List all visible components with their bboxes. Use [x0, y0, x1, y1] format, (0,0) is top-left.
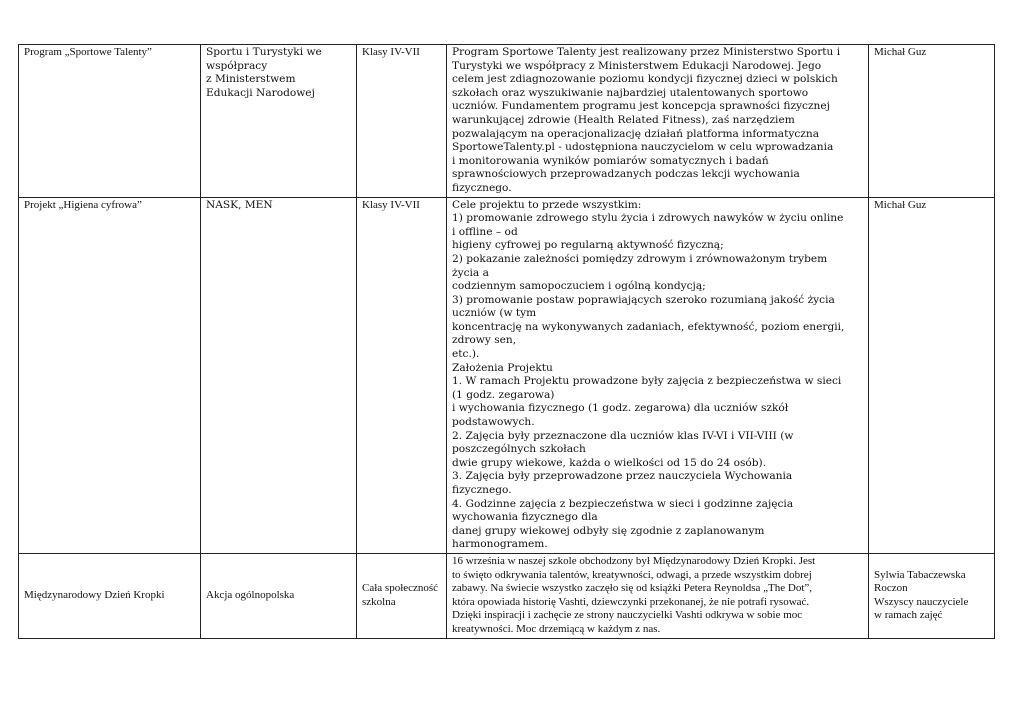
description-line: celem jest zdiagnozowanie poziomu kondycji fizycznej dzieci w polskich	[452, 73, 838, 86]
activities-table	[18, 44, 995, 639]
description-line: która opowiada historię Vashti, dziewczynki przekonanej, że nie potrafi rysować.	[452, 595, 810, 608]
description-line: 4. Godzinne zajęcia z bezpieczeństwa w sieci i godzinne zajęcia	[452, 497, 794, 510]
program-name: Projekt „Higiena cyfrowa”	[24, 198, 142, 211]
description-cell	[447, 197, 869, 553]
description-line: 2) pokazanie zależności pomiędzy zdrowym i zrównoważonym trybem	[452, 252, 828, 265]
description-line: kreatywności. Moc drzemiącą w każdym z nas.	[452, 622, 661, 635]
description-line: Założenia Projektu	[452, 361, 553, 374]
description-line: pozwalającym na operacjonalizację działań platforma informatyczna	[452, 127, 820, 140]
responsible-cell	[869, 45, 995, 198]
responsible-cell	[869, 197, 995, 553]
description-line: Dzięki inspiracji i zachęcie ze strony nauczycielki Vashti odkrywa w sobie moc	[452, 609, 803, 622]
description-line: danej grupy wiekowej odbyły się zgodnie z zaplanowanym	[452, 524, 765, 537]
description-line: dwie grupy wiekowe, każda o wielkości od 15 do 24 osób).	[452, 456, 767, 469]
responsible-person: w ramach zajęć	[874, 609, 943, 622]
target-group: Klasy IV-VII	[362, 198, 420, 211]
program-name-cell	[19, 197, 201, 553]
description-line: 3) promowanie postaw poprawiających szeroko rozumianą jakość życia	[452, 293, 835, 306]
description-line: fizycznego.	[452, 484, 512, 496]
responsible-person: Wszyscy nauczyciele	[874, 595, 969, 608]
responsible-person: Sylwia Tabaczewska	[874, 568, 966, 581]
description-line: 1) promowanie zdrowego stylu życia i zdrowych nawyków w życiu online	[452, 212, 844, 225]
description-line: harmonogramem.	[452, 538, 548, 551]
table-row	[19, 197, 995, 553]
program-name: Program „Sportowe Talenty”	[24, 46, 152, 58]
partner-line: NASK, MEN	[206, 198, 273, 211]
responsible-person: Roczon	[874, 582, 908, 595]
partner-line: współpracy	[206, 59, 268, 72]
description-line: Turystyki we współpracy z Ministerstwem Edukacji Narodowej. Jego	[452, 59, 822, 72]
description-line: Cele projektu to przede wszystkim:	[452, 198, 642, 211]
responsible-person: Michał Guz	[874, 46, 927, 58]
partner-line: Sportu i Turystyki we	[206, 46, 322, 58]
description-cell	[447, 45, 869, 198]
description-line: uczniów. Fundamentem programu jest koncepcja sprawności fizycznej	[452, 100, 830, 113]
description-line: uczniów (w tym	[452, 307, 537, 320]
program-name-cell	[19, 553, 201, 638]
description-line: SportoweTalenty.pl - udostępniona nauczycielom w celu wprowadzania	[452, 141, 834, 154]
partner-line: Akcja ogólnopolska	[206, 588, 295, 601]
description-line: sprawnościowych przeprowadzanych podczas lekcji wychowania	[452, 168, 800, 181]
partner-line: z Ministerstwem	[206, 73, 296, 86]
target-group-cell	[357, 45, 447, 198]
description-line: i wychowania fizycznego (1 godz. zegarowa) dla uczniów szkół	[452, 402, 789, 415]
description-line: 2. Zajęcia były przeznaczone dla uczniów klas IV-VI i VII-VIII (w	[452, 429, 794, 442]
description-line: Program Sportowe Talenty jest realizowany przez Ministerstwo Sportu i	[452, 46, 841, 58]
partner-cell	[201, 197, 357, 553]
description-line: poszczególnych szkołach	[452, 443, 586, 456]
target-group-cell	[357, 197, 447, 553]
description-line: zdrowy sen,	[452, 334, 517, 347]
description-line: 3. Zajęcia były przeprowadzone przez nauczyciela Wychowania	[452, 470, 793, 483]
description-line: (1 godz. zegarowa)	[452, 388, 555, 401]
program-name-cell	[19, 45, 201, 198]
description-line: higieny cyfrowej po regularną aktywność fizyczną;	[452, 239, 724, 252]
partner-cell	[201, 553, 357, 638]
description-line: życia a	[452, 266, 489, 279]
target-group: Cała społeczność szkolna	[362, 582, 439, 608]
description-cell	[447, 553, 869, 638]
description-line: koncentrację na wykonywanych zadaniach, efektywność, poziom energii,	[452, 320, 845, 333]
partner-line: Edukacji Narodowej	[206, 86, 315, 99]
responsible-cell	[869, 553, 995, 638]
description-line: wychowania fizycznego dla	[452, 511, 598, 524]
partner-cell	[201, 45, 357, 198]
description-line: i offline – od	[452, 225, 518, 238]
description-line: 1. W ramach Projektu prowadzone były zajęcia z bezpieczeństwa w sieci	[452, 375, 842, 388]
description-line: i monitorowania wyników pomiarów somatycznych i badań	[452, 154, 769, 167]
description-line: fizycznego.	[452, 181, 512, 194]
description-line: szkołach oraz wyszukiwanie najbardziej utalentowanych sportowo	[452, 86, 809, 99]
description-line: codziennym samopoczuciem i ogólną kondycją;	[452, 280, 706, 293]
table-row	[19, 45, 995, 198]
target-group: Klasy IV-VII	[362, 46, 420, 58]
description-line: to święto odkrywania talentów, kreatywności, odwagi, a przede wszystkim dobrej	[452, 568, 812, 581]
description-line: etc.).	[452, 348, 480, 361]
description-line: 16 września w naszej szkole obchodzony był Międzynarodowy Dzień Kropki. Jest	[452, 554, 816, 567]
responsible-person: Michał Guz	[874, 198, 927, 211]
description-line: podstawowych.	[452, 416, 535, 429]
target-group-cell	[357, 553, 447, 638]
table-row	[19, 553, 995, 638]
program-name: Międzynarodowy Dzień Kropki	[24, 588, 165, 601]
description-line: warunkującej zdrowie (Health Related Fitness), zaś narzędziem	[452, 113, 795, 126]
description-line: zabawy. Na świecie wszystko zaczęło się od książki Petera Reynoldsa „The Dot”,	[452, 582, 813, 595]
